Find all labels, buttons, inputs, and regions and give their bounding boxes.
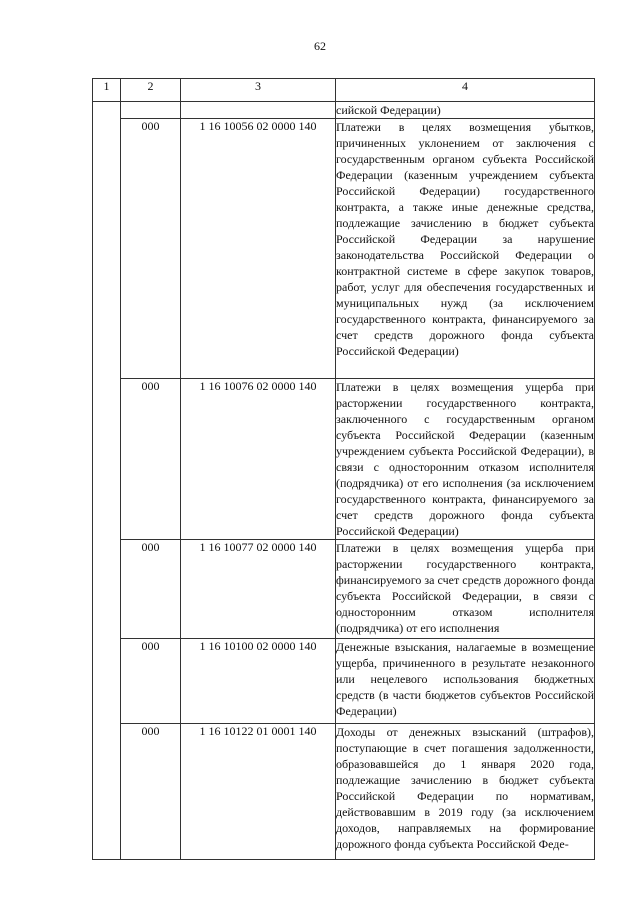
table-header-row — [93, 79, 595, 102]
description-cell: Платежи в целях возмещения ущерба при расторжении государственного контракта, финансируемого за счет средств дорожного фонда субъекта Российской Федерации, в связи с односторонним отказом исполнителя (подрядчика) от его исполнения — [336, 540, 595, 639]
budget-code-cell: 1 16 10077 02 0000 140 — [181, 540, 336, 639]
admin-code-cell: 000 — [121, 119, 181, 379]
header-col-1: 1 — [93, 79, 121, 102]
table-row — [93, 119, 595, 379]
description-cell: Платежи в целях возмещения убытков, причиненных уклонением от заключения с государственным органом субъекта Российской Федерации (казенным учреждением субъекта Российской Федерации) государственного контракта, а также иные денежные средства, подлежащие зачислению в бюджет субъекта Российской Федерации за нарушение законодательства Российской Федерации о контрактной системе в сфере закупок товаров, работ, услуг для обеспечения государственных и муниципальных нужд (за исключением государственного контракта, финансируемого за счет средств дорожного фонда субъекта Российской Федерации) — [336, 119, 595, 379]
merged-col-1-cell — [93, 102, 121, 860]
table-row — [93, 540, 595, 639]
budget-code-cell: 1 16 10122 01 0001 140 — [181, 724, 336, 860]
admin-code-cell: 000 — [121, 639, 181, 724]
admin-code-cell: 000 — [121, 379, 181, 540]
table-cell — [121, 102, 181, 119]
header-col-3: 3 — [181, 79, 336, 102]
budget-code-cell: 1 16 10100 02 0000 140 — [181, 639, 336, 724]
header-col-2: 2 — [121, 79, 181, 102]
header-col-4: 4 — [336, 79, 595, 102]
budget-codes-table — [92, 78, 595, 860]
description-cell: Доходы от денежных взысканий (штрафов), поступающие в счет погашения задолженности, образовавшейся до 1 января 2020 года, подлежащие зачислению в бюджет субъекта Российской Федерации по нормативам, действовавшим в 2019 году (за исключением доходов, направляемых на формирование дорожного фонда субъекта Российской Феде- — [336, 724, 595, 860]
table-row — [93, 639, 595, 724]
budget-code-cell: 1 16 10056 02 0000 140 — [181, 119, 336, 379]
continuation-text: сийской Федерации) — [336, 102, 595, 119]
page-number: 62 — [314, 39, 326, 53]
description-cell: Платежи в целях возмещения ущерба при расторжении государственного контракта, заключенного с государственным органом субъекта Российской Федерации (казенным учреждением субъекта Российской Федерации), в связи с односторонним отказом исполнителя (подрядчика) от его исполнения (за исключением государственного контракта, финансируемого за счет средств дорожного фонда субъекта Российской Федерации) — [336, 380, 594, 538]
table-row — [93, 379, 595, 540]
continuation-row — [93, 102, 595, 119]
admin-code-cell: 000 — [121, 540, 181, 639]
admin-code-cell: 000 — [121, 724, 181, 860]
table-cell — [181, 102, 336, 119]
description-cell: Денежные взыскания, налагаемые в возмещение ущерба, причиненного в результате незаконного или нецелевого использования бюджетных средств (в части бюджетов субъектов Российской Федерации) — [336, 639, 595, 724]
budget-code-cell: 1 16 10076 02 0000 140 — [181, 379, 336, 540]
table-row — [93, 724, 595, 860]
